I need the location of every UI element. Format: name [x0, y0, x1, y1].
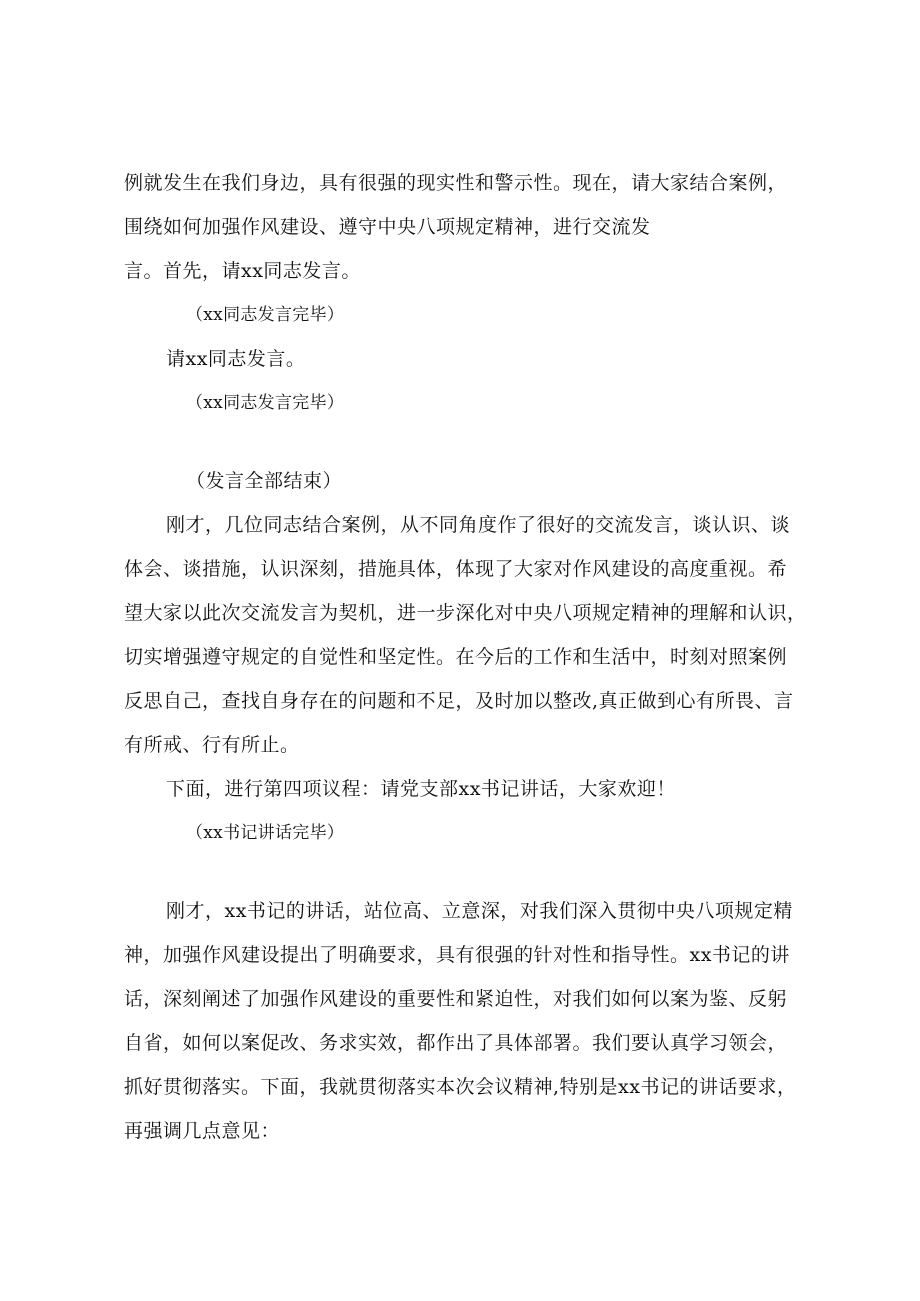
paragraph-line: 再强调几点意见： — [124, 1120, 281, 1142]
paragraph-line: 话，深刻阐述了加强作风建设的重要性和紧迫性，对我们如何以案为鉴、反躬 — [124, 988, 788, 1010]
paragraph-line: 刚才，xx书记的讲话，站位高、立意深，对我们深入贯彻中央八项规定精 — [166, 900, 793, 922]
paragraph-line: 体会、谈措施，认识深刻，措施具体，体现了大家对作风建设的高度重视。希 — [124, 558, 788, 580]
paragraph-line: 望大家以此次交流发言为契机，进一步深化对中央八项规定精神的理解和认识， — [124, 602, 807, 624]
stage-note: （xx书记讲话完毕） — [186, 823, 345, 843]
text-line: 请xx同志发言。 — [166, 348, 306, 370]
text-line: 例就发生在我们身边，具有很强的现实性和警示性。现在，请大家结合案例， — [124, 172, 788, 194]
paragraph-line: 有所戒、行有所止。 — [124, 734, 300, 756]
paragraph-line: 切实增强遵守规定的自觉性和坚定性。在今后的工作和生活中，时刻对照案例 — [124, 646, 788, 668]
text-line: 围绕如何加强作风建设、遵守中央八项规定精神，进行交流发 — [124, 216, 651, 238]
stage-note: （xx同志发言完毕） — [186, 305, 345, 325]
paragraph-line: 刚才，几位同志结合案例，从不同角度作了很好的交流发言，谈认识、谈 — [166, 514, 791, 536]
paragraph-line: 抓好贯彻落实。下面，我就贯彻落实本次会议精神,特别是xx书记的讲话要求， — [124, 1076, 797, 1098]
stage-note: （发言全部结束） — [186, 470, 343, 492]
agenda-line: 下面，进行第四项议程：请党支部xx书记讲话，大家欢迎！ — [166, 778, 676, 800]
paragraph-line: 神，加强作风建设提出了明确要求，具有很强的针对性和指导性。xx书记的讲 — [124, 944, 790, 966]
paragraph-line: 自省，如何以案促改、务求实效，都作出了具体部署。我们要认真学习领会， — [124, 1032, 788, 1054]
paragraph-line: 反思自己，查找自身存在的问题和不足，及时加以整改,真正做到心有所畏、言 — [124, 690, 794, 712]
stage-note: （xx同志发言完毕） — [186, 393, 345, 413]
text-line: 言。首先，请xx同志发言。 — [124, 260, 361, 282]
